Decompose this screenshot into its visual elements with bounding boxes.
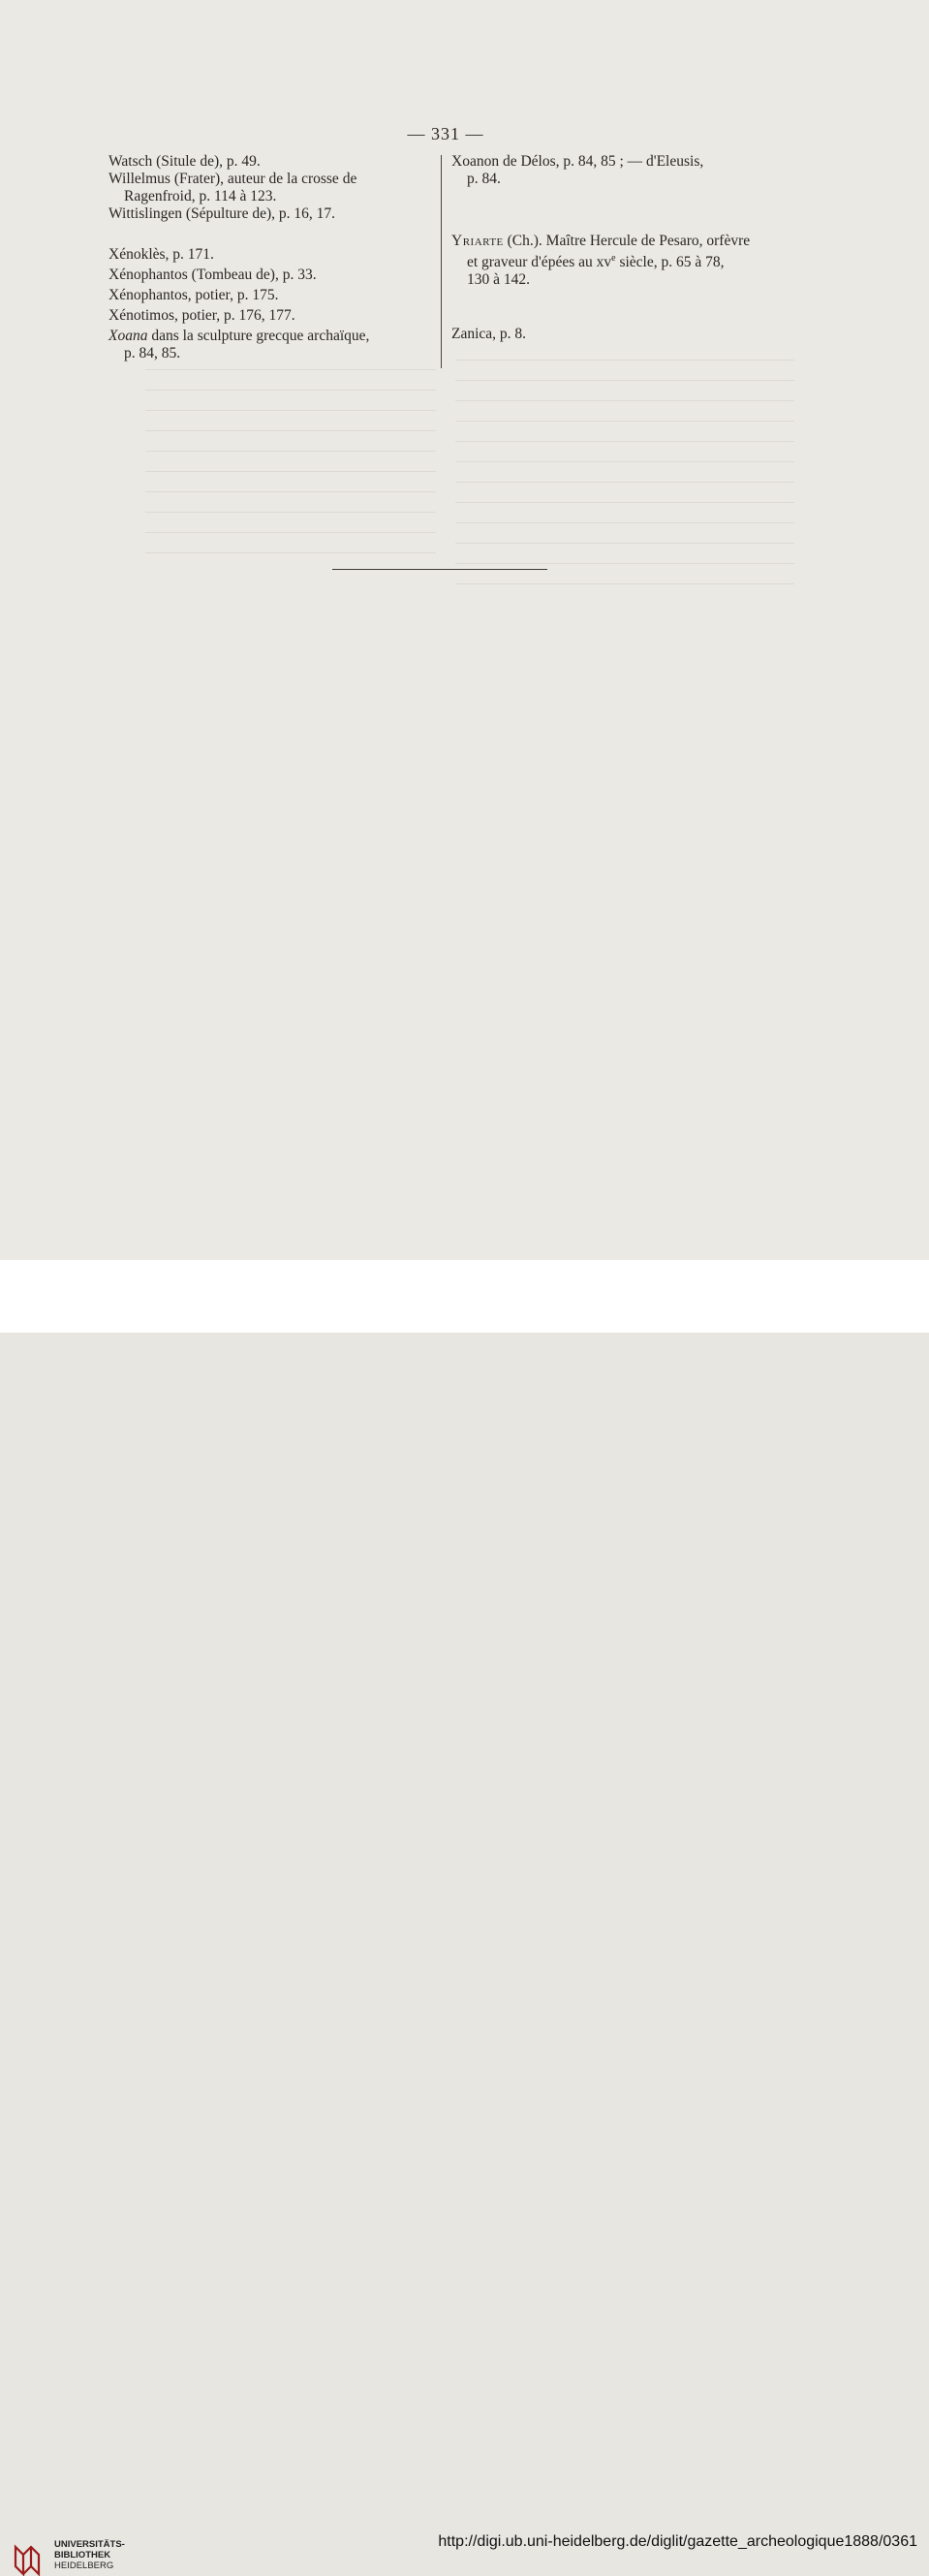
index-entry <box>108 153 432 171</box>
entry-text: Xénophantos, potier, p. 175. <box>108 287 279 303</box>
entry-text: Xoanon de Délos, p. 84, 85 ; — d'Eleusis, <box>451 153 704 170</box>
entry-text: Xénophantos (Tombeau de), p. 33. <box>108 267 317 283</box>
index-entry <box>108 205 432 223</box>
entry-text: Watsch (Situle de), p. 49. <box>108 153 261 170</box>
source-url-link[interactable]: http://digi.ub.uni-heidelberg.de/diglit/gazette_archeologique1888/0361 <box>438 2533 917 2550</box>
scanned-page <box>0 0 929 1260</box>
entry-continuation: et graveur d'épées au $xv^e$ siècle, p. 65 à 78, <box>467 253 725 271</box>
bleed-through-texture <box>145 354 436 896</box>
entry-text: Willelmus (Frater), auteur de la crosse de <box>108 171 357 187</box>
index-entry <box>108 171 432 205</box>
library-logo-icon <box>12 2537 45 2576</box>
entry-text: Xénoklès, p. 171. <box>108 246 214 263</box>
library-name: UNIVERSITÄTS- BIBLIOTHEK HEIDELBERG <box>54 2539 125 2571</box>
entry-continuation: Ragenfroid, p. 114 à 123. <box>124 188 277 204</box>
index-entry <box>451 233 781 289</box>
entry-continuation: 130 à 142. <box>467 271 531 289</box>
index-column-right <box>451 153 781 343</box>
index-column-left <box>108 153 432 362</box>
entry-continuation: p. 84, 85. <box>124 345 181 361</box>
entry-text: (Ch.). Maître Hercule de Pesaro, orfèvre <box>503 233 751 249</box>
column-divider <box>441 155 442 368</box>
entry-continuation: p. 84. <box>467 171 501 187</box>
footer-bar <box>0 1260 929 2571</box>
entry-text: dans la sculpture grecque archaïque, <box>147 328 370 344</box>
index-entry <box>108 287 432 304</box>
index-entry <box>108 267 432 284</box>
index-entry <box>451 153 781 188</box>
entry-text: Wittislingen (Sépulture de), p. 16, 17. <box>108 205 335 222</box>
entry-author-name: Yriarte <box>451 233 504 249</box>
bleed-through-texture <box>455 354 794 916</box>
entry-text: Zanica, p. 8. <box>451 326 527 343</box>
index-entry <box>451 326 781 343</box>
index-entry <box>108 307 432 325</box>
entry-italic-term: Xoana <box>108 328 148 344</box>
page-number: — 331 — <box>407 124 484 143</box>
entry-text: Xénotimos, potier, p. 176, 177. <box>108 307 295 324</box>
index-entry <box>108 246 432 264</box>
